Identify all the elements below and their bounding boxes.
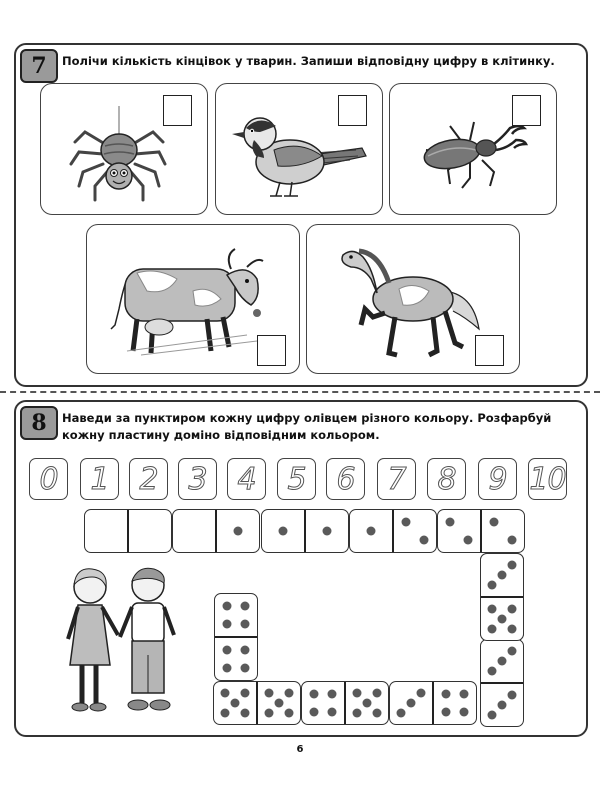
digit-tracing-card[interactable] [326, 458, 365, 500]
domino-tile[interactable] [213, 681, 301, 725]
domino-pip [264, 709, 273, 718]
digit-tracing-card[interactable] [29, 458, 68, 500]
dotted-digit: 8 [437, 461, 456, 497]
domino-pip [401, 517, 410, 526]
domino-tile[interactable] [84, 509, 172, 553]
domino-pip [323, 527, 332, 536]
animal-card-horse [306, 224, 520, 374]
domino-pip [417, 688, 426, 697]
dotted-digit: 10 [529, 461, 566, 497]
digit-tracing-card[interactable] [80, 458, 119, 500]
domino-half [214, 682, 256, 724]
domino-pip [352, 709, 361, 718]
answer-box[interactable] [512, 95, 541, 126]
domino-half [302, 682, 344, 724]
domino-pip [220, 688, 229, 697]
domino-pip [441, 708, 450, 717]
domino-half [215, 636, 257, 680]
domino-pip [279, 527, 288, 536]
domino-half [127, 510, 171, 552]
domino-pip [420, 536, 429, 545]
domino-pip [508, 625, 517, 634]
domino-pip [498, 701, 507, 710]
spider-illustration [67, 106, 167, 206]
domino-pip [441, 689, 450, 698]
domino-tile[interactable] [437, 509, 525, 553]
digit-tracing-card[interactable] [178, 458, 217, 500]
domino-half [432, 682, 476, 724]
domino-half [85, 510, 127, 552]
domino-pip [489, 517, 498, 526]
dotted-digit: 7 [387, 461, 406, 497]
domino-pip [508, 646, 517, 655]
domino-pip [241, 645, 250, 654]
domino-pip [222, 645, 231, 654]
domino-pip [241, 688, 250, 697]
dotted-digit: 4 [237, 461, 256, 497]
domino-half [392, 510, 436, 552]
dotted-digit: 2 [139, 461, 158, 497]
dotted-digit: 0 [39, 461, 58, 497]
domino-half [438, 510, 480, 552]
domino-tile[interactable] [480, 553, 524, 641]
domino-pip [498, 615, 507, 624]
domino-half [350, 510, 392, 552]
dotted-digit: 9 [488, 461, 507, 497]
domino-half [481, 640, 523, 682]
children-illustration [62, 565, 182, 717]
domino-pip [222, 601, 231, 610]
domino-pip [508, 536, 517, 545]
page-number: 6 [296, 744, 304, 755]
digit-tracing-card[interactable] [478, 458, 517, 500]
dotted-digit: 1 [90, 461, 109, 497]
task-instruction: Полічи кількість кінцівок у тварин. Запиши відповідну цифру в клітинку. [62, 54, 555, 68]
domino-tile[interactable] [389, 681, 477, 725]
domino-pip [222, 664, 231, 673]
domino-pip [487, 667, 496, 676]
domino-pip [367, 527, 376, 536]
answer-box[interactable] [338, 95, 367, 126]
domino-pip [396, 709, 405, 718]
domino-tile[interactable] [301, 681, 389, 725]
cut-line-divider [0, 391, 600, 393]
domino-half [344, 682, 388, 724]
task-number-badge: 8 [20, 406, 58, 440]
horse-illustration [333, 233, 483, 363]
domino-half [480, 510, 524, 552]
domino-pip [498, 657, 507, 666]
domino-pip [241, 709, 250, 718]
domino-pip [222, 620, 231, 629]
domino-half [215, 510, 259, 552]
domino-pip [508, 690, 517, 699]
domino-half [481, 554, 523, 596]
dotted-digit: 3 [188, 461, 207, 497]
domino-pip [487, 711, 496, 720]
domino-pip [275, 699, 284, 708]
animal-card-beetle [389, 83, 557, 215]
domino-pip [363, 699, 372, 708]
domino-pip [234, 527, 243, 536]
domino-pip [309, 708, 318, 717]
domino-tile[interactable] [349, 509, 437, 553]
dotted-digit: 6 [336, 461, 355, 497]
domino-half [262, 510, 304, 552]
domino-pip [445, 517, 454, 526]
domino-pip [241, 601, 250, 610]
domino-half [481, 682, 523, 726]
domino-pip [373, 688, 382, 697]
domino-pip [352, 688, 361, 697]
digit-tracing-card[interactable] [277, 458, 316, 500]
domino-pip [220, 709, 229, 718]
domino-pip [487, 604, 496, 613]
dotted-digit: 5 [287, 461, 306, 497]
domino-pip [241, 664, 250, 673]
domino-pip [231, 699, 240, 708]
animal-card-spider [40, 83, 208, 215]
domino-pip [508, 604, 517, 613]
domino-pip [464, 536, 473, 545]
domino-half [256, 682, 300, 724]
answer-box[interactable] [163, 95, 192, 126]
task-instruction: Наведи за пунктиром кожну цифру олівцем різного кольору. Розфарбуй кожну пластину доміно відповідним кольором. [62, 411, 552, 442]
domino-tile[interactable] [480, 639, 524, 727]
animal-card-cow [86, 224, 300, 374]
domino-pip [460, 708, 469, 717]
answer-box[interactable] [257, 335, 286, 366]
domino-pip [407, 699, 416, 708]
domino-half [481, 596, 523, 640]
domino-pip [498, 571, 507, 580]
domino-pip [460, 689, 469, 698]
domino-pip [328, 708, 337, 717]
digit-tracing-card[interactable] [528, 458, 567, 500]
domino-pip [373, 709, 382, 718]
domino-pip [328, 689, 337, 698]
domino-tile[interactable] [172, 509, 260, 553]
beetle-illustration [410, 114, 530, 194]
domino-half [304, 510, 348, 552]
domino-half [215, 594, 257, 636]
domino-half [173, 510, 215, 552]
digit-tracing-card[interactable] [227, 458, 266, 500]
domino-pip [508, 560, 517, 569]
domino-pip [285, 688, 294, 697]
domino-tile[interactable] [214, 593, 258, 681]
digit-tracing-card[interactable] [377, 458, 416, 500]
domino-pip [309, 689, 318, 698]
domino-tile[interactable] [261, 509, 349, 553]
answer-box[interactable] [475, 335, 504, 366]
task-number-badge: 7 [20, 49, 58, 83]
digit-tracing-card[interactable] [427, 458, 466, 500]
domino-pip [487, 625, 496, 634]
cow-illustration [97, 239, 277, 359]
domino-half [390, 682, 432, 724]
digit-tracing-card[interactable] [129, 458, 168, 500]
domino-pip [487, 581, 496, 590]
domino-pip [264, 688, 273, 697]
animal-card-bird [215, 83, 383, 215]
domino-pip [285, 709, 294, 718]
domino-pip [241, 620, 250, 629]
